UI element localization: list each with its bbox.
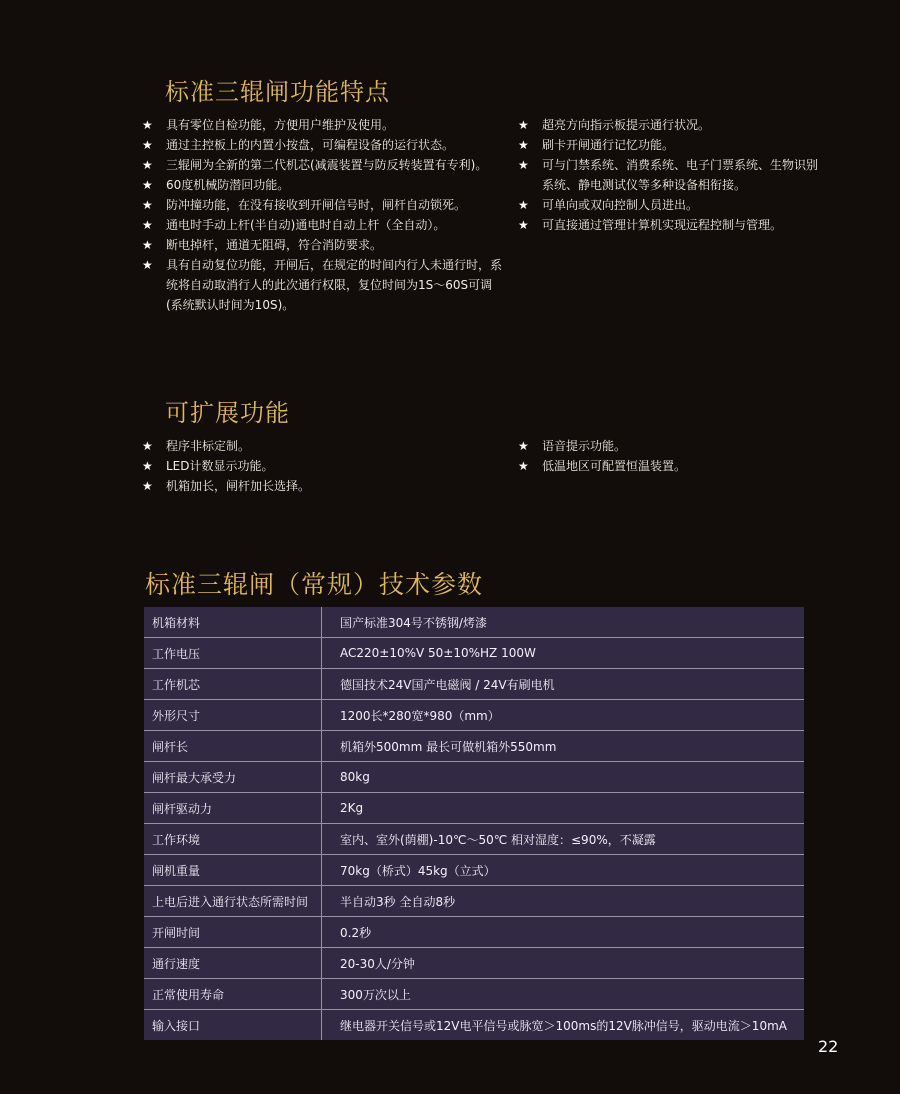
spec-value: 国产标准304号不锈钢/烤漆 bbox=[322, 607, 805, 638]
spec-key: 通行速度 bbox=[144, 948, 322, 979]
features-list-right bbox=[518, 115, 818, 235]
table-row bbox=[144, 607, 804, 638]
list-item-text: 通电时手动上杆(半自动)通电时自动上杆（全自动）。 bbox=[166, 218, 446, 232]
spec-key: 工作电压 bbox=[144, 638, 322, 669]
star-bullet-icon: ★ bbox=[518, 158, 529, 172]
spec-key: 闸杆最大承受力 bbox=[144, 762, 322, 793]
list-item bbox=[142, 175, 502, 195]
star-bullet-icon: ★ bbox=[142, 218, 153, 232]
table-row bbox=[144, 886, 804, 917]
list-item-text: LED计数显示功能。 bbox=[166, 459, 274, 473]
list-item bbox=[142, 456, 462, 476]
star-bullet-icon: ★ bbox=[142, 138, 153, 152]
spec-key: 闸杆驱动力 bbox=[144, 793, 322, 824]
list-item bbox=[518, 115, 818, 135]
list-item bbox=[518, 155, 818, 195]
spec-key: 闸机重量 bbox=[144, 855, 322, 886]
extensions-title: 可扩展功能 bbox=[165, 399, 290, 427]
spec-key: 开闸时间 bbox=[144, 917, 322, 948]
list-item-text: 可与门禁系统、消费系统、电子门票系统、生物识别系统、静电测试仪等多种设备相衔接。 bbox=[542, 158, 819, 192]
table-row bbox=[144, 1010, 804, 1041]
table-row bbox=[144, 731, 804, 762]
spec-value: 0.2秒 bbox=[322, 917, 805, 948]
list-item-text: 程序非标定制。 bbox=[166, 439, 251, 453]
table-row bbox=[144, 917, 804, 948]
list-item bbox=[142, 155, 502, 175]
list-item-text: 防冲撞功能，在没有接收到开闸信号时，闸杆自动锁死。 bbox=[166, 198, 467, 212]
list-item-text: 通过主控板上的内置小按盘，可编程设备的运行状态。 bbox=[166, 138, 455, 152]
list-item bbox=[142, 135, 502, 155]
star-bullet-icon: ★ bbox=[142, 459, 153, 473]
spec-value: 80kg bbox=[322, 762, 805, 793]
spec-value: 70kg（桥式）45kg（立式） bbox=[322, 855, 805, 886]
spec-value: 室内、室外(荫棚)-10℃～50℃ 相对湿度：≤90%，不凝露 bbox=[322, 824, 805, 855]
star-bullet-icon: ★ bbox=[518, 198, 529, 212]
star-bullet-icon: ★ bbox=[142, 158, 153, 172]
list-item bbox=[518, 436, 818, 456]
spec-key: 外形尺寸 bbox=[144, 700, 322, 731]
list-item-text: 具有自动复位功能，开闸后，在规定的时间内行人未通行时，系统将自动取消行人的此次通行权限，复位时间为1S～60S可调(系统默认时间为10S)。 bbox=[166, 258, 503, 312]
star-bullet-icon: ★ bbox=[518, 138, 529, 152]
spec-key: 工作机芯 bbox=[144, 669, 322, 700]
list-item-text: 60度机械防潜回功能。 bbox=[166, 178, 290, 192]
features-title: 标准三辊闸功能特点 bbox=[165, 78, 390, 106]
list-item-text: 机箱加长，闸杆加长选择。 bbox=[166, 479, 311, 493]
spec-value: 机箱外500mm 最长可做机箱外550mm bbox=[322, 731, 805, 762]
spec-value: AC220±10%V 50±10%HZ 100W bbox=[322, 638, 805, 669]
table-row bbox=[144, 948, 804, 979]
table-row bbox=[144, 979, 804, 1010]
list-item-text: 可单向或双向控制人员进出。 bbox=[542, 198, 699, 212]
spec-value: 300万次以上 bbox=[322, 979, 805, 1010]
star-bullet-icon: ★ bbox=[142, 118, 153, 132]
spec-value: 德国技术24V国产电磁阀 / 24V有刷电机 bbox=[322, 669, 805, 700]
spec-key: 正常使用寿命 bbox=[144, 979, 322, 1010]
specs-table bbox=[144, 607, 804, 1040]
star-bullet-icon: ★ bbox=[142, 258, 153, 272]
star-bullet-icon: ★ bbox=[142, 178, 153, 192]
list-item bbox=[518, 215, 818, 235]
spec-key: 输入接口 bbox=[144, 1010, 322, 1041]
table-row bbox=[144, 638, 804, 669]
spec-value: 继电器开关信号或12V电平信号或脉宽＞100ms的12V脉冲信号，驱动电流＞10mA bbox=[340, 1018, 787, 1033]
list-item-text: 可直接通过管理计算机实现远程控制与管理。 bbox=[542, 218, 783, 232]
list-item bbox=[142, 115, 502, 135]
star-bullet-icon: ★ bbox=[518, 439, 529, 453]
list-item-text: 语音提示功能。 bbox=[542, 439, 627, 453]
table-row bbox=[144, 669, 804, 700]
star-bullet-icon: ★ bbox=[518, 118, 529, 132]
features-list-left bbox=[142, 115, 502, 315]
page-number: 22 bbox=[818, 1037, 839, 1056]
spec-key: 工作环境 bbox=[144, 824, 322, 855]
star-bullet-icon: ★ bbox=[142, 439, 153, 453]
list-item-text: 刷卡开闸通行记忆功能。 bbox=[542, 138, 675, 152]
spec-value: 1200长*280宽*980（mm） bbox=[322, 700, 805, 731]
star-bullet-icon: ★ bbox=[518, 459, 529, 473]
spec-key: 上电后进入通行状态所需时间 bbox=[144, 886, 322, 917]
list-item-text: 超亮方向指示板提示通行状况。 bbox=[542, 118, 711, 132]
list-item bbox=[518, 135, 818, 155]
extensions-list-right bbox=[518, 436, 818, 476]
list-item bbox=[518, 456, 818, 476]
extensions-list-left bbox=[142, 436, 462, 496]
table-row bbox=[144, 762, 804, 793]
star-bullet-icon: ★ bbox=[142, 479, 153, 493]
table-row bbox=[144, 793, 804, 824]
table-row bbox=[144, 700, 804, 731]
list-item bbox=[142, 476, 462, 496]
star-bullet-icon: ★ bbox=[518, 218, 529, 232]
list-item-text: 三辊闸为全新的第二代机芯(减震装置与防反转装置有专利)。 bbox=[166, 158, 488, 172]
list-item bbox=[142, 235, 502, 255]
list-item-text: 具有零位自检功能，方便用户维护及使用。 bbox=[166, 118, 395, 132]
list-item-text: 断电掉杆，通道无阻碍，符合消防要求。 bbox=[166, 238, 383, 252]
spec-value: 半自动3秒 全自动8秒 bbox=[322, 886, 805, 917]
list-item bbox=[142, 436, 462, 456]
table-row bbox=[144, 855, 804, 886]
list-item bbox=[518, 195, 818, 215]
spec-value: 2Kg bbox=[322, 793, 805, 824]
list-item bbox=[142, 215, 502, 235]
spec-key: 机箱材料 bbox=[144, 607, 322, 638]
specs-title: 标准三辊闸（常规）技术参数 bbox=[145, 570, 484, 599]
spec-key: 闸杆长 bbox=[144, 731, 322, 762]
star-bullet-icon: ★ bbox=[142, 198, 153, 212]
list-item-text: 低温地区可配置恒温装置。 bbox=[542, 459, 687, 473]
spec-value: 20-30人/分钟 bbox=[322, 948, 805, 979]
star-bullet-icon: ★ bbox=[142, 238, 153, 252]
table-row bbox=[144, 824, 804, 855]
list-item bbox=[142, 195, 502, 215]
list-item bbox=[142, 255, 502, 315]
